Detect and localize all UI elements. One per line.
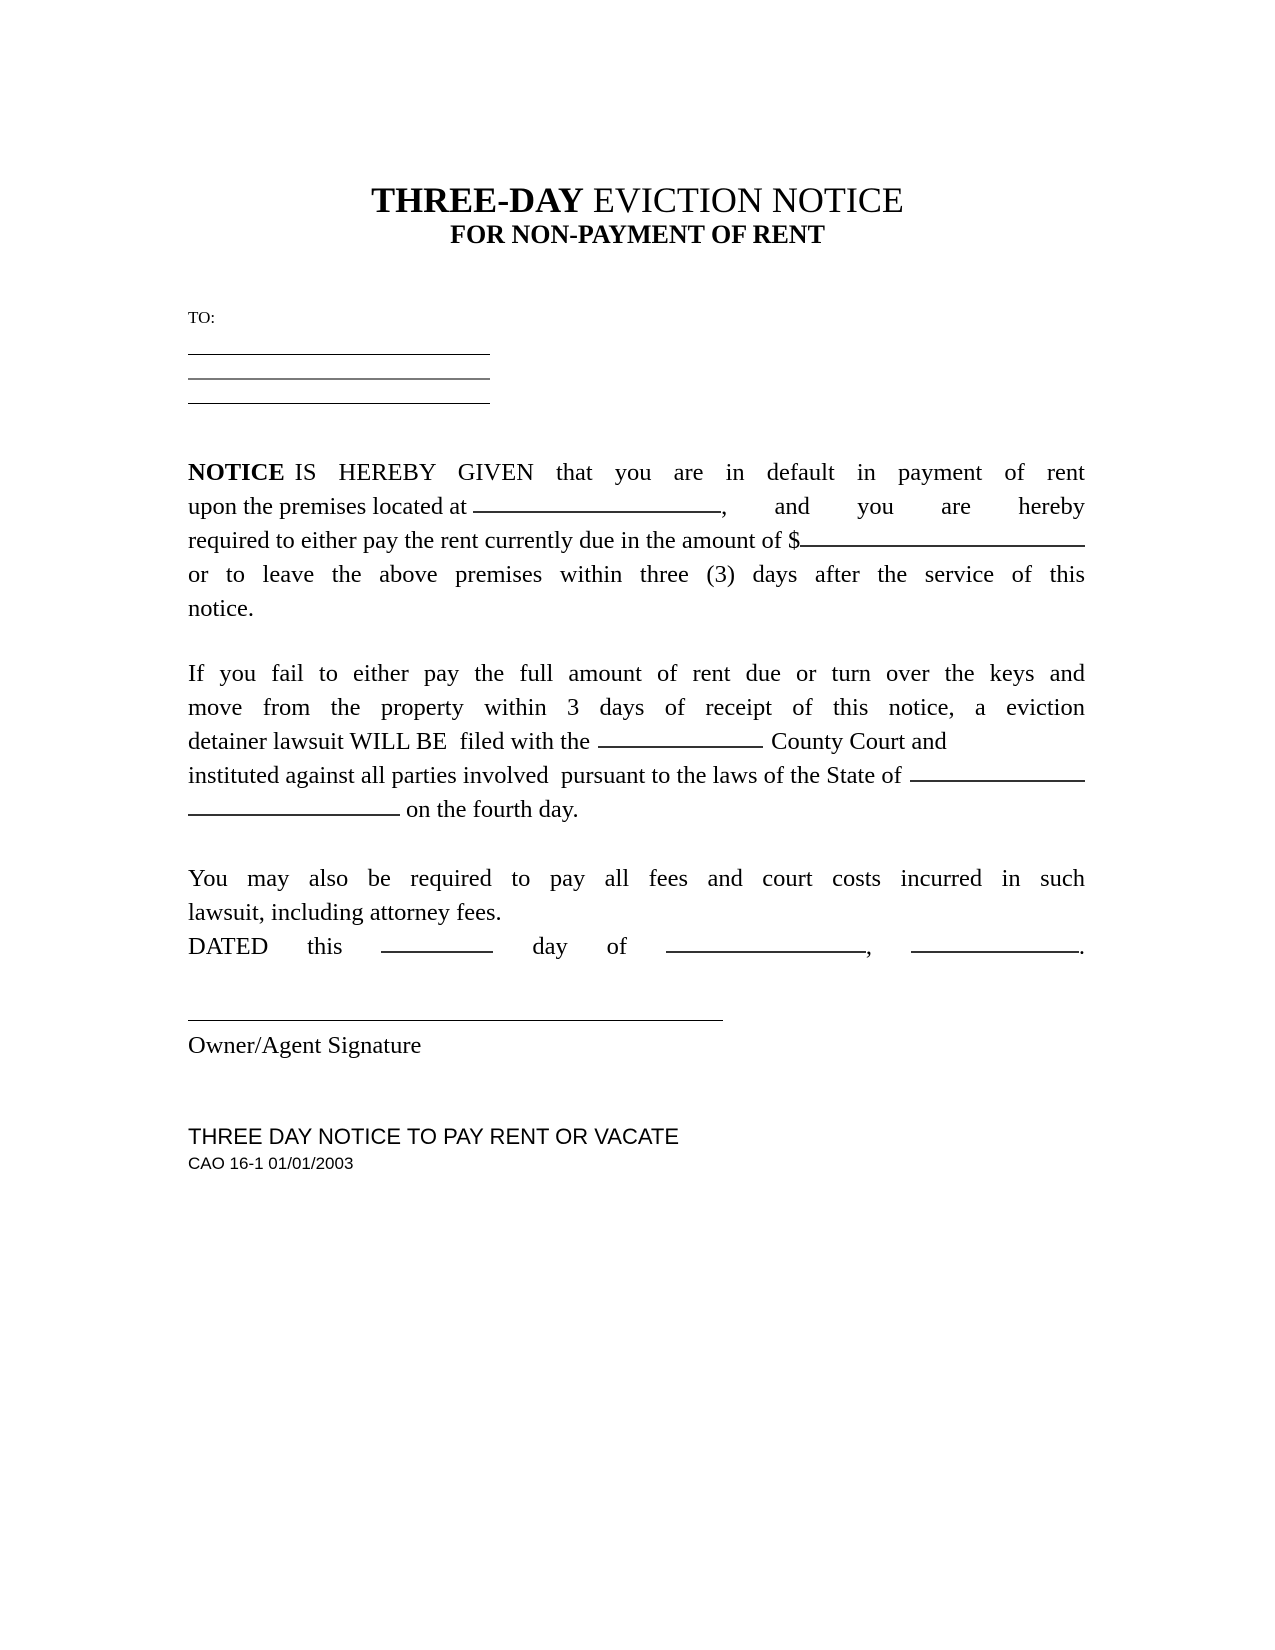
paragraph3-line1-text: You may also be required to pay all fees and court costs incurred in such bbox=[188, 865, 1085, 892]
lawsuit-paragraph bbox=[188, 657, 1085, 827]
month-comma: , bbox=[865, 933, 872, 960]
month-group bbox=[666, 930, 872, 964]
word-you: you bbox=[857, 493, 894, 520]
state-label: instituted against all parties involved pursuant to the laws of the State of bbox=[188, 762, 902, 789]
county-field[interactable] bbox=[598, 746, 763, 748]
recipient-line-3[interactable] bbox=[188, 403, 490, 404]
rent-amount-field[interactable] bbox=[800, 545, 1085, 547]
day-field[interactable] bbox=[381, 951, 493, 953]
form-code: CAO 16-1 01/01/2003 bbox=[188, 1154, 354, 1173]
notice-lead-bold: NOTICE bbox=[188, 459, 285, 486]
state-field-continued[interactable] bbox=[188, 814, 400, 816]
to-label: TO: bbox=[188, 308, 216, 327]
paragraph1-line3 bbox=[188, 524, 1085, 558]
paragraph1-line1-text: IS HEREBY GIVEN that you are in default in payment of rent bbox=[294, 459, 1085, 486]
year-field[interactable] bbox=[911, 951, 1079, 953]
day-label: day bbox=[532, 933, 568, 960]
dated-line bbox=[188, 930, 1085, 964]
state-field[interactable] bbox=[910, 780, 1085, 782]
title-rest: EVICTION NOTICE bbox=[592, 180, 904, 220]
word-hereby: hereby bbox=[1018, 493, 1085, 520]
paragraph3-line2 bbox=[188, 896, 1085, 930]
year-period: . bbox=[1078, 933, 1085, 960]
fees-paragraph bbox=[188, 862, 1085, 964]
month-field[interactable] bbox=[666, 951, 866, 953]
paragraph2-line2-text: move from the property within 3 days of receipt of this notice, a eviction bbox=[188, 694, 1085, 721]
paragraph2-line4 bbox=[188, 759, 1085, 793]
paragraph3-line1 bbox=[188, 862, 1085, 896]
premises-label bbox=[188, 490, 727, 524]
paragraph2-line2 bbox=[188, 691, 1085, 725]
paragraph1-line4 bbox=[188, 558, 1085, 592]
paragraph1-line4-text: or to leave the above premises within three (3) days after the service of this bbox=[188, 561, 1085, 588]
paragraph2-line5 bbox=[188, 793, 1085, 827]
rent-amount-label: required to either pay the rent currently due in the amount of $ bbox=[188, 527, 801, 554]
signature-field[interactable] bbox=[188, 1020, 723, 1021]
word-and: and bbox=[774, 493, 810, 520]
premises-label-text: upon the premises located at bbox=[188, 493, 467, 520]
title-bold: THREE-DAY bbox=[371, 180, 584, 220]
paragraph2-line1-text: If you fail to either pay the full amount of rent due or turn over the keys and bbox=[188, 660, 1085, 687]
paragraph3-line2-text: lawsuit, including attorney fees. bbox=[188, 899, 502, 926]
paragraph1-line1 bbox=[188, 456, 1085, 490]
page-subtitle: FOR NON-PAYMENT OF RENT bbox=[450, 220, 825, 249]
fourth-day-text: on the fourth day. bbox=[406, 796, 579, 823]
county-court-label: County Court and bbox=[771, 728, 947, 755]
premises-address-field[interactable] bbox=[473, 511, 721, 513]
year-group bbox=[911, 930, 1085, 964]
dated-label: DATED bbox=[188, 933, 269, 960]
comma: , bbox=[721, 493, 728, 520]
recipient-line-1[interactable] bbox=[188, 354, 490, 355]
page-title bbox=[0, 180, 1275, 220]
notice-paragraph bbox=[188, 456, 1085, 626]
header bbox=[0, 180, 1275, 250]
this-label: this bbox=[307, 933, 343, 960]
notice-lead bbox=[188, 456, 285, 490]
form-title: THREE DAY NOTICE TO PAY RENT OR VACATE bbox=[188, 1124, 680, 1149]
paragraph2-line1 bbox=[188, 657, 1085, 691]
recipient-line-2[interactable] bbox=[188, 378, 490, 380]
signature-label: Owner/Agent Signature bbox=[188, 1032, 422, 1059]
paragraph1-line5-text: notice. bbox=[188, 595, 254, 622]
paragraph1-line2 bbox=[188, 490, 1085, 524]
paragraph1-line5 bbox=[188, 592, 1085, 626]
paragraph2-line3 bbox=[188, 725, 1085, 759]
county-label: detainer lawsuit WILL BE filed with the bbox=[188, 728, 591, 755]
word-are: are bbox=[941, 493, 972, 520]
of-label: of bbox=[606, 933, 627, 960]
